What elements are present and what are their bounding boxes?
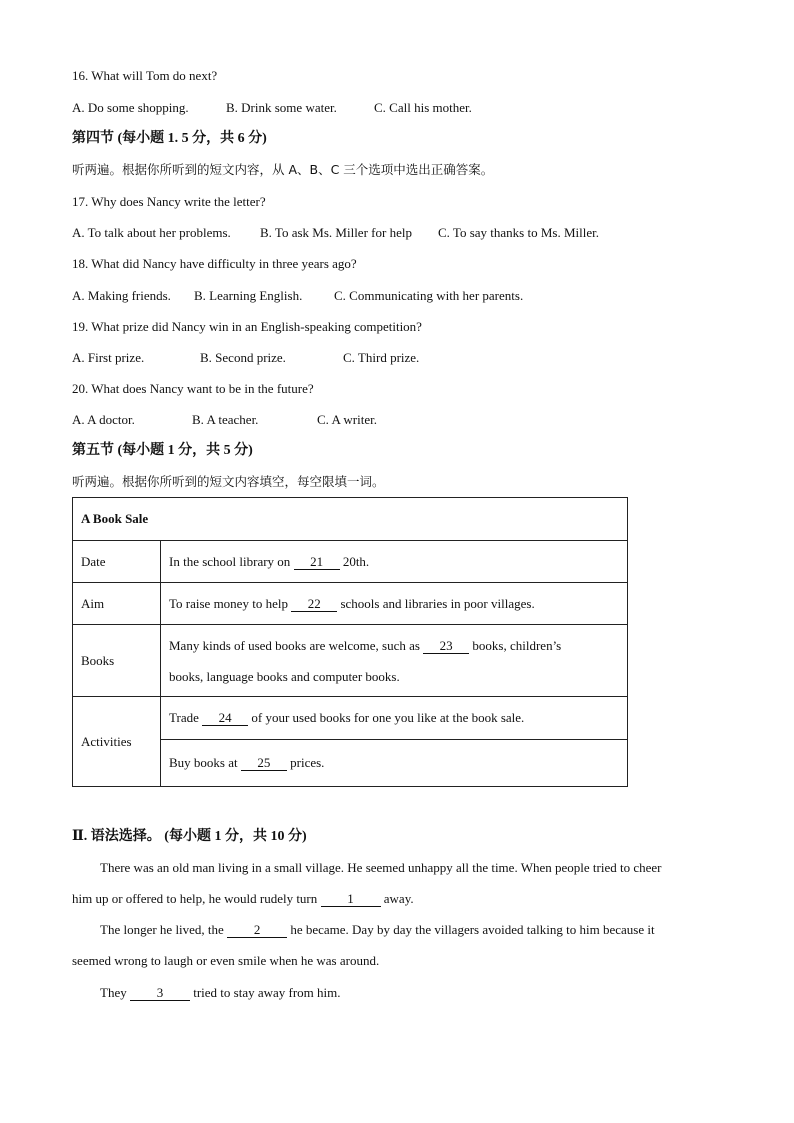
- activity-2-post: prices.: [290, 755, 325, 770]
- activities-label: Activities: [73, 697, 161, 787]
- blank-2: 2: [227, 923, 287, 938]
- question-20-options: [72, 412, 377, 428]
- option-a: A. To talk about her problems.: [72, 225, 231, 240]
- blank-1: 1: [321, 892, 381, 907]
- aim-text-post: schools and libraries in poor villages.: [340, 595, 535, 611]
- passage-text: tried to stay away from him.: [193, 985, 341, 1000]
- passage-text: him up or offered to help, he would rudely turn: [72, 891, 318, 906]
- question-16: 16. What will Tom do next?: [72, 68, 218, 83]
- section-4-heading: 第四节 (每小题 1. 5 分，共 6 分): [72, 131, 267, 146]
- passage-text: away.: [383, 891, 414, 906]
- passage-p3: [72, 985, 748, 1001]
- activity-2-pre: Buy books at: [169, 755, 238, 770]
- option-c: C. To say thanks to Ms. Miller.: [438, 225, 599, 240]
- activity-1-pre: Trade: [169, 710, 199, 725]
- blank-25: 25: [241, 756, 287, 771]
- question-18: 18. What did Nancy have difficulty in three years ago?: [72, 256, 357, 271]
- option-c: C. A writer.: [317, 412, 377, 427]
- option-c: C. Third prize.: [343, 350, 420, 365]
- activity-1-post: of your used books for one you like at the book sale.: [251, 710, 525, 725]
- date-text-pre: In the school library on: [169, 553, 291, 569]
- option-b: B. To ask Ms. Miller for help: [260, 225, 412, 240]
- passage-p1-line1: There was an old man living in a small village. He seemed unhappy all the time. When people tried to cheer: [100, 860, 662, 875]
- option-a: A. First prize.: [72, 350, 145, 365]
- aim-label: Aim: [73, 583, 161, 625]
- option-a: A. Do some shopping.: [72, 100, 189, 115]
- date-label: Date: [73, 541, 161, 583]
- section-5-instruction: 听两遍。根据你所听到的短文内容填空，每空限填一词。: [72, 474, 385, 489]
- books-cell: [161, 625, 628, 697]
- book-sale-table: [72, 497, 628, 787]
- question-17-options: [72, 225, 599, 241]
- option-a: A. A doctor.: [72, 412, 135, 427]
- blank-21: 21: [294, 555, 340, 570]
- question-20: 20. What does Nancy want to be in the future?: [72, 381, 314, 396]
- passage-p1-line2: [72, 891, 720, 907]
- passage-text: he became. Day by day the villagers avoided talking to him because it: [290, 922, 655, 937]
- option-b: B. Second prize.: [200, 350, 286, 365]
- passage-text: They: [100, 985, 127, 1000]
- section-4-instruction: 听两遍。根据你所听到的短文内容，从 A、B、C 三个选项中选出正确答案。: [72, 162, 494, 177]
- option-c: C. Communicating with her parents.: [334, 288, 524, 303]
- activity-1-cell: [161, 697, 628, 740]
- option-b: B. A teacher.: [192, 412, 259, 427]
- option-c: C. Call his mother.: [374, 100, 472, 115]
- books-text-line2: books, language books and computer books.: [169, 668, 400, 684]
- section-5-heading: 第五节 (每小题 1 分，共 5 分): [72, 443, 253, 458]
- activity-2-cell: [161, 740, 628, 787]
- passage-p2-line1: [72, 922, 748, 938]
- blank-3: 3: [130, 986, 190, 1001]
- date-text-post: 20th.: [342, 553, 370, 569]
- question-17: 17. Why does Nancy write the letter?: [72, 194, 266, 209]
- option-b: B. Learning English.: [194, 288, 303, 303]
- aim-cell: [161, 583, 628, 625]
- date-cell: [161, 541, 628, 583]
- books-label: Books: [73, 625, 161, 697]
- question-19: 19. What prize did Nancy win in an English-speaking competition?: [72, 319, 422, 334]
- question-16-options: [72, 100, 472, 116]
- passage-text: The longer he lived, the: [100, 922, 224, 937]
- blank-24: 24: [202, 711, 248, 726]
- table-title: A Book Sale: [73, 498, 628, 541]
- blank-23: 23: [423, 639, 469, 654]
- section-2-heading: Ⅱ. 语法选择。 (每小题 1 分，共 10 分): [72, 829, 307, 844]
- books-text-pre: Many kinds of used books are welcome, such as: [169, 637, 420, 653]
- aim-text-pre: To raise money to help: [169, 595, 288, 611]
- question-18-options: [72, 288, 523, 304]
- option-a: A. Making friends.: [72, 288, 171, 303]
- option-b: B. Drink some water.: [226, 100, 337, 115]
- question-19-options: [72, 350, 419, 366]
- blank-22: 22: [291, 597, 337, 612]
- books-text-post: books, children’s: [472, 637, 562, 653]
- passage-p2-line2: seemed wrong to laugh or even smile when he was around.: [72, 953, 380, 968]
